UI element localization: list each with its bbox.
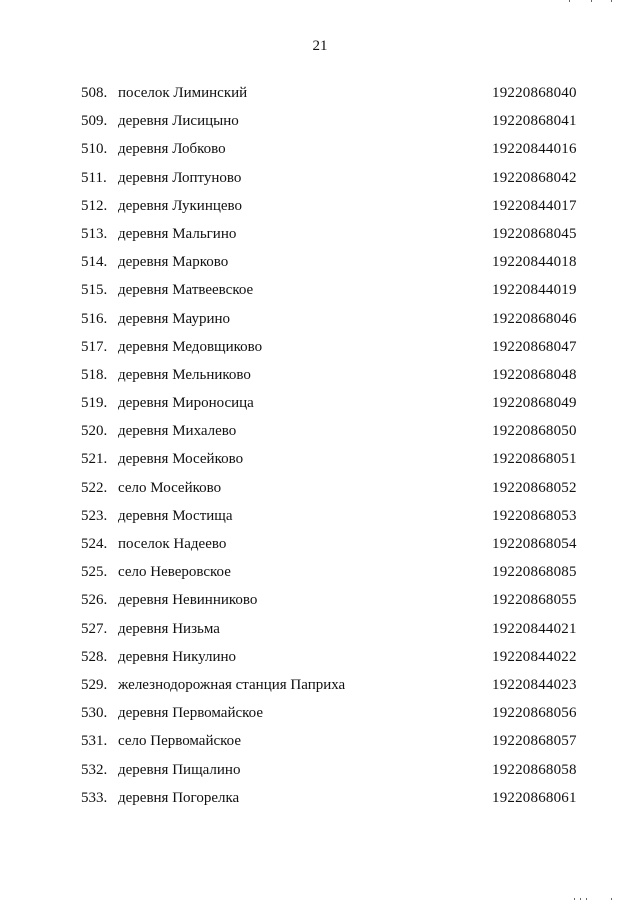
item-number: 525. [81,564,108,581]
list-item [0,732,640,760]
list-item [0,535,640,563]
scan-mark [574,898,575,900]
settlement-name: село Неверовское [118,564,231,581]
list-item [0,422,640,450]
oktmo-code: 19220868041 [492,113,577,130]
settlement-name: деревня Михалево [118,423,237,440]
oktmo-code: 19220868085 [492,564,577,581]
oktmo-code: 19220868058 [492,761,577,778]
oktmo-code: 19220868053 [492,507,577,524]
oktmo-code: 19220868047 [492,338,577,355]
oktmo-code: 19220868045 [492,225,577,242]
oktmo-code: 19220868042 [492,169,577,186]
settlement-name: деревня Невинниково [118,592,258,609]
settlement-name: деревня Мальгино [118,225,237,242]
list-item [0,704,640,732]
oktmo-code: 19220844023 [492,676,577,693]
item-number: 518. [81,366,108,383]
settlement-name: железнодорожная станция Паприха [118,676,346,693]
list-item [0,761,640,789]
oktmo-code: 19220868054 [492,536,577,552]
settlement-name: деревня Никулино [118,648,237,665]
list-item [0,366,640,394]
list-item [0,225,640,253]
item-number: 533. [81,789,108,806]
oktmo-code: 19220868057 [492,733,577,750]
list-item [0,450,640,478]
item-number: 529. [81,676,108,693]
settlement-name: деревня Пищалино [118,761,241,778]
scan-mark [611,0,612,2]
oktmo-code: 19220868051 [492,451,577,468]
item-number: 516. [81,310,108,327]
oktmo-code: 19220844022 [492,648,577,665]
page-number: 21 [312,38,328,54]
settlement-name: деревня Первомайское [118,705,263,722]
item-number: 520. [81,423,108,440]
list-item [0,563,640,591]
item-number: 508. [81,85,108,101]
settlement-name: деревня Медовщиково [118,338,263,355]
list-item [0,394,640,422]
settlement-name: деревня Лоптуново [118,169,242,186]
item-number: 515. [81,282,108,299]
item-number: 513. [81,225,108,242]
settlement-name: деревня Лобково [118,141,226,158]
settlement-name: деревня Низьма [118,620,220,637]
item-number: 511. [81,169,107,186]
scan-mark [569,0,570,2]
settlement-name: деревня Мельниково [118,366,251,383]
list-item [0,479,640,507]
oktmo-code: 19220868061 [492,789,577,806]
list-item [0,338,640,366]
item-number: 523. [81,507,108,524]
oktmo-code: 19220868048 [492,366,577,383]
list-item [0,676,640,704]
settlement-name: деревня Маурино [118,310,230,327]
settlement-name: деревня Погорелка [118,789,240,806]
list-item [0,281,640,309]
settlement-name: деревня Мироносица [118,395,254,412]
oktmo-code: 19220868056 [492,705,577,722]
settlement-name: село Мосейково [118,479,222,496]
scan-mark [586,898,587,900]
oktmo-code: 19220868055 [492,592,577,609]
settlement-name: поселок Надеево [118,536,227,552]
item-number: 510. [81,141,108,158]
scan-mark [580,898,581,900]
item-number: 522. [81,479,108,496]
oktmo-code: 19220868046 [492,310,577,327]
scan-mark [611,898,612,900]
oktmo-code: 19220868050 [492,423,577,440]
item-number: 530. [81,705,108,722]
item-number: 528. [81,648,108,665]
oktmo-code: 19220868040 [492,85,577,101]
scan-mark [591,0,592,2]
list-item [0,169,640,197]
settlement-name: деревня Лисицыно [118,113,239,130]
settlement-name: поселок Лиминский [118,85,248,101]
list-item [0,253,640,281]
oktmo-code: 19220844018 [492,254,577,271]
list-item [0,789,640,817]
settlement-list [0,84,640,817]
oktmo-code: 19220844021 [492,620,577,637]
list-item [0,507,640,535]
item-number: 517. [81,338,108,355]
item-number: 512. [81,197,108,214]
oktmo-code: 19220868052 [492,479,577,496]
item-number: 531. [81,733,108,750]
oktmo-code: 19220868049 [492,395,577,412]
item-number: 521. [81,451,108,468]
list-item [0,648,640,676]
item-number: 524. [81,536,108,552]
list-item [0,591,640,619]
list-item [0,197,640,225]
settlement-name: деревня Лукинцево [118,197,243,214]
list-item [0,112,640,140]
item-number: 519. [81,395,108,412]
item-number: 532. [81,761,108,778]
list-item [0,140,640,168]
settlement-name: деревня Марково [118,254,229,271]
settlement-name: деревня Матвеевское [118,282,254,299]
list-item [0,84,640,112]
item-number: 509. [81,113,108,130]
settlement-name: деревня Мосейково [118,451,244,468]
oktmo-code: 19220844016 [492,141,577,158]
settlement-name: деревня Мостища [118,507,233,524]
settlement-name: село Первомайское [118,733,242,750]
item-number: 526. [81,592,108,609]
item-number: 514. [81,254,108,271]
list-item [0,620,640,648]
item-number: 527. [81,620,108,637]
oktmo-code: 19220844017 [492,197,577,214]
list-item [0,310,640,338]
oktmo-code: 19220844019 [492,282,577,299]
